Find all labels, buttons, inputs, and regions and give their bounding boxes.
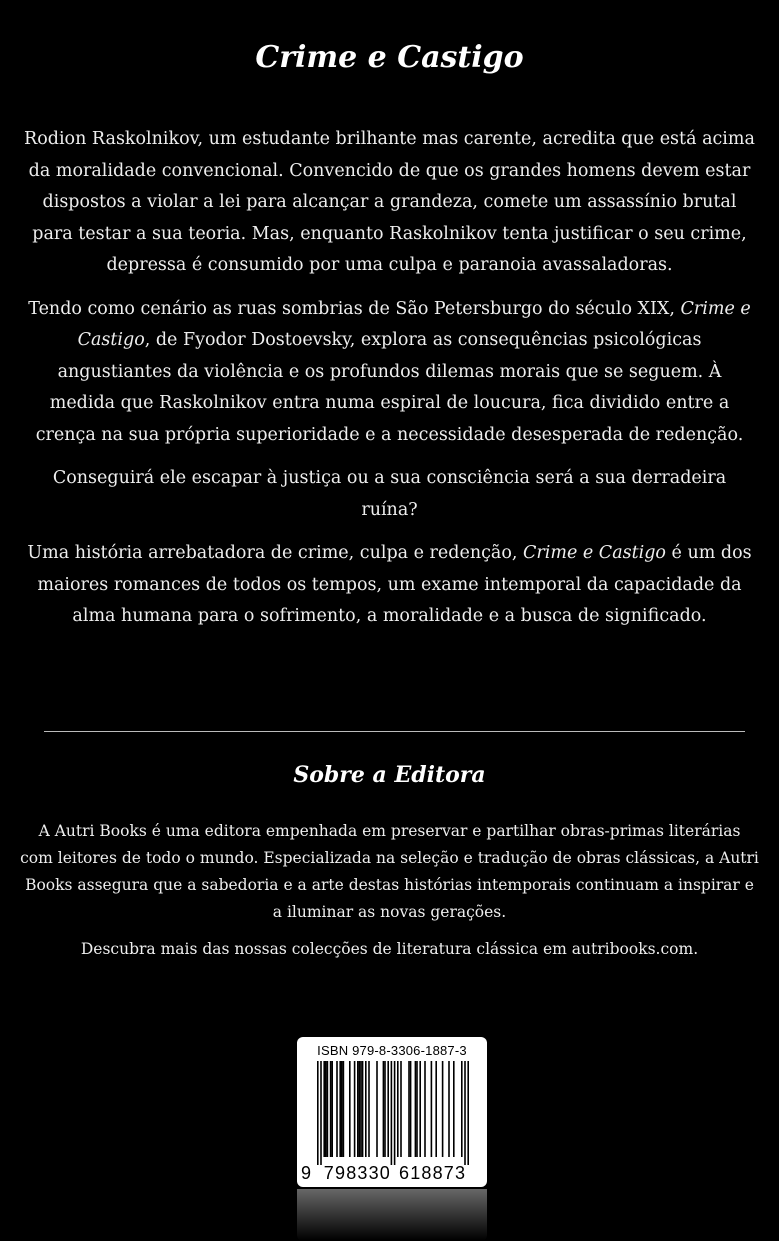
barcode-bar bbox=[416, 1061, 418, 1157]
barcode-bar bbox=[359, 1061, 361, 1157]
barcode-bar bbox=[317, 1061, 319, 1165]
barcode-bar bbox=[394, 1061, 396, 1165]
barcode-bar bbox=[419, 1061, 421, 1157]
barcode-digit: 8 bbox=[346, 1163, 357, 1183]
barcode-bar bbox=[331, 1061, 333, 1157]
barcode-bar bbox=[343, 1061, 345, 1157]
blurb-p2-title-italic: Crime e Castigo bbox=[77, 298, 751, 350]
barcode-bar bbox=[464, 1061, 466, 1165]
blurb-paragraph-2 bbox=[24, 294, 755, 452]
barcode-reflection bbox=[297, 1189, 487, 1241]
barcode-bar bbox=[323, 1061, 325, 1157]
barcode-bar bbox=[336, 1061, 338, 1157]
blurb-p4-title-italic: Crime e Castigo bbox=[523, 543, 666, 563]
barcode-bar bbox=[431, 1061, 433, 1157]
section-divider bbox=[44, 731, 745, 732]
barcode-bar bbox=[387, 1061, 389, 1157]
barcode-bar bbox=[349, 1061, 351, 1157]
barcode-digit: 8 bbox=[432, 1163, 443, 1183]
book-title: Crime e Castigo bbox=[255, 40, 524, 75]
barcode-bar bbox=[435, 1061, 437, 1157]
barcode-digit: 9 bbox=[301, 1163, 312, 1183]
barcode-digit: 3 bbox=[368, 1163, 379, 1183]
publisher-section bbox=[20, 818, 759, 973]
barcode-bar bbox=[397, 1061, 399, 1157]
isbn-label: ISBN 979-8-3306-1887-3 bbox=[317, 1043, 467, 1058]
isbn-barcode bbox=[297, 1037, 487, 1187]
barcode-bar bbox=[327, 1061, 329, 1157]
barcode-digit: 1 bbox=[410, 1163, 421, 1183]
barcode-bar bbox=[453, 1061, 455, 1157]
barcode-bar bbox=[330, 1061, 332, 1157]
blurb-p4-text-start: Uma história arrebatadora de crime, culpa e redenção, bbox=[27, 543, 524, 563]
barcode-bar bbox=[424, 1061, 426, 1157]
barcode-bar bbox=[368, 1061, 370, 1157]
barcode-digit: 7 bbox=[323, 1163, 334, 1183]
barcode-bar bbox=[408, 1061, 410, 1157]
barcode-bar bbox=[341, 1061, 343, 1157]
barcode-bar bbox=[442, 1061, 444, 1157]
barcode-digit: 3 bbox=[455, 1163, 466, 1183]
barcode-bar bbox=[383, 1061, 385, 1157]
barcode-digit: 6 bbox=[399, 1163, 410, 1183]
barcode-digit: 3 bbox=[357, 1163, 368, 1183]
barcode-digit: 0 bbox=[379, 1163, 390, 1183]
blurb-paragraph-3: Conseguirá ele escapar à justiça ou a sua consciência será a sua derradeira ruína? bbox=[52, 468, 727, 520]
barcode-bar bbox=[410, 1061, 412, 1157]
barcode-bar bbox=[362, 1061, 364, 1157]
barcode-bar bbox=[357, 1061, 359, 1157]
blurb-paragraph-4 bbox=[24, 538, 755, 633]
barcode-bar bbox=[391, 1061, 393, 1165]
barcode-bar bbox=[467, 1061, 469, 1165]
barcode-bar bbox=[365, 1061, 367, 1157]
barcode-digit: 8 bbox=[421, 1163, 432, 1183]
barcode-bar bbox=[448, 1061, 450, 1157]
blurb-p2-text-end: , de Fyodor Dostoevsky, explora as consequências psicológicas angustiantes da violência e os profundos dilemas morais que se seguem. À medida que Raskolnikov entra numa espiral de loucura, fica dividido entre a crença na sua própria superioridade e a necessidade desesperada de redenção. bbox=[35, 330, 744, 445]
blurb-p2-text-start: Tendo como cenário as ruas sombrias de São Petersburgo do século XIX, bbox=[28, 298, 681, 319]
publisher-paragraph-2: Descubra mais das nossas colecções de literatura clássica em autribooks.com. bbox=[80, 940, 699, 958]
barcode-bar bbox=[320, 1061, 322, 1165]
barcode-bar bbox=[384, 1061, 386, 1157]
barcode-bar bbox=[360, 1061, 362, 1157]
barcode-bar bbox=[415, 1061, 417, 1157]
barcode-digit: 9 bbox=[335, 1163, 346, 1183]
blurb-paragraph-1: Rodion Raskolnikov, um estudante brilhante mas carente, acredita que está acima da moralidade convencional. Convencido de que os grandes homens devem estar dispostos a violar a lei para alcançar a grandeza, comete um assassínio brutal para testar a sua teoria. Mas, enquanto Raskolnikov tenta justificar o seu crime, depressa é consumido por uma culpa e paranoia avassaladoras. bbox=[24, 129, 755, 275]
barcode-bar bbox=[339, 1061, 341, 1157]
barcode-bars bbox=[301, 1061, 483, 1165]
publisher-heading: Sobre a Editora bbox=[293, 762, 486, 788]
barcode-bar bbox=[400, 1061, 402, 1157]
barcode-bar bbox=[354, 1061, 356, 1157]
publisher-paragraph-1: A Autri Books é uma editora empenhada em preservar e partilhar obras-primas literárias com leitores de todo o mundo. Especializada na seleção e tradução de obras clássicas, a Autri Books assegura que a sabedoria e a arte destas histórias intemporais continuam a inspirar e a iluminar as novas gerações. bbox=[20, 822, 759, 921]
blurb-p4-text-end: é um dos maiores romances de todos os tempos, um exame intemporal da capacidade da alma humana para o sofrimento, a moralidade e a busca de significado. bbox=[37, 543, 752, 626]
barcode-bar bbox=[325, 1061, 327, 1157]
barcode-bar bbox=[376, 1061, 378, 1157]
barcode-digit: 7 bbox=[443, 1163, 454, 1183]
book-blurb bbox=[24, 124, 755, 645]
barcode-bar bbox=[461, 1061, 463, 1157]
